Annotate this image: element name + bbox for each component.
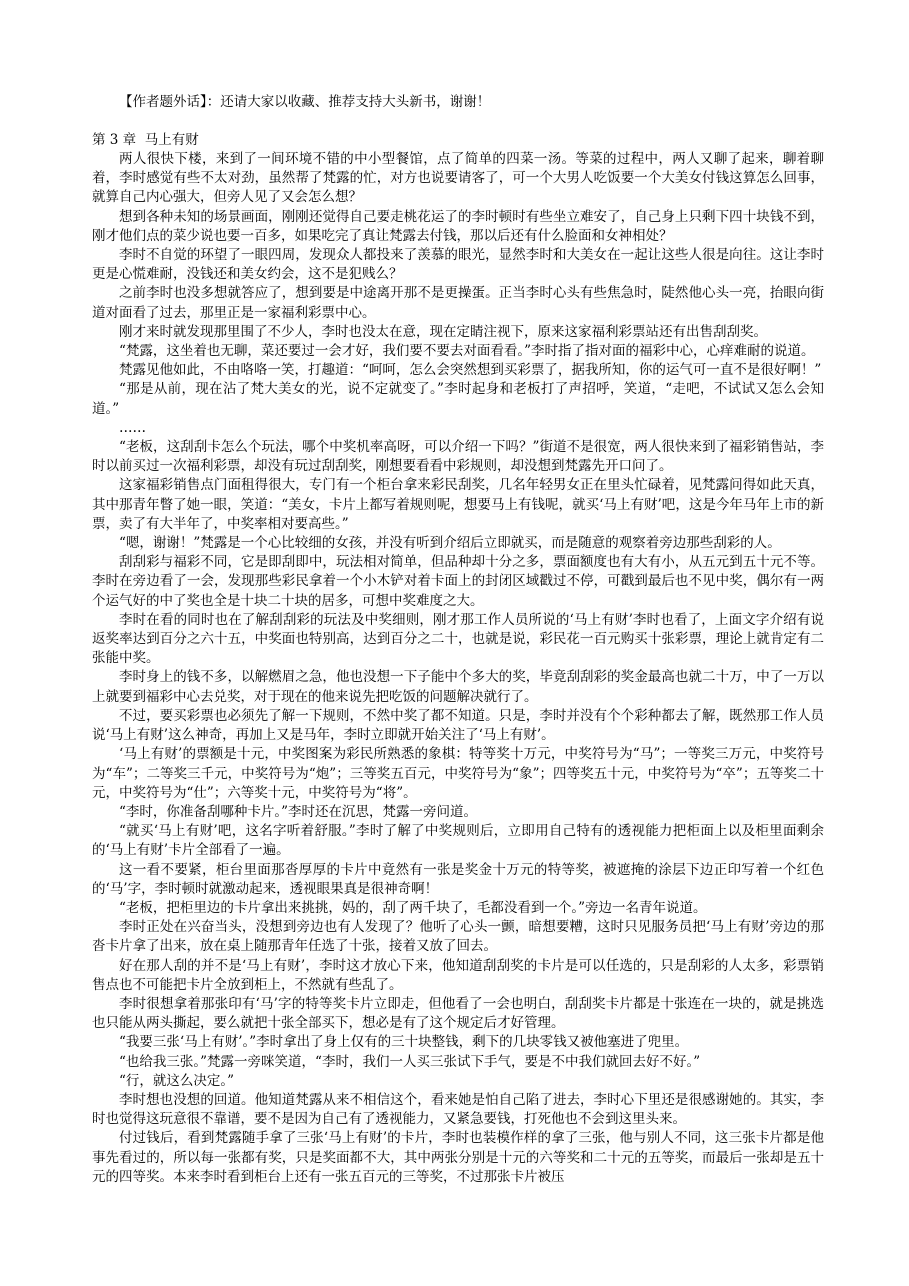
chapter-title: 第 3 章 马上有财 (92, 132, 199, 148)
paragraph: 李时在看的同时也在了解刮刮彩的玩法及中奖细则，刚才那工作人员所说的‘马上有财’李时也看了，上面文字介绍有说返奖率达到百分之六十五，中奖面也特别高，达到百分之二十，也就是说，彩民花一百元购买十张彩票，理论上就肯定有二张能中奖。 (92, 611, 824, 667)
paragraph: “李时，你准备刮哪种卡片。”李时还在沉思，梵露一旁问道。 (119, 803, 478, 820)
paragraph: “梵露，这坐着也无聊，菜还要过一会才好，我们要不要去对面看看。”李时指了指对面的福彩中心，心痒难耐的说道。 (119, 343, 815, 360)
paragraph: 两人很快下楼，来到了一间环境不错的中小型餐馆，点了简单的四菜一汤。等菜的过程中，两人又聊了起来，聊着聊着，李时感觉有些不太对劲，虽然帮了梵露的忙，对方也说要请客了，可一个大男人吃饭要一个大美女付钱这算怎么回事，就算自己内心强大，但旁人见了又会怎么想？ (92, 151, 824, 206)
paragraph: 付过钱后，看到梵露随手拿了三张‘马上有财’的卡片，李时也装模作样的拿了三张，他与别人不同，这三张卡片都是他事先看过的，所以每一张都有奖，只是奖面都不大，其中两张分别是十元的六等奖和二十元的五等奖，而最后一张却是五十元的四等奖。本来李时看到柜台上还有一张五百元的三等奖，不过那张卡片被压 (92, 1130, 824, 1185)
paragraph: “那是从前，现在沾了梵大美女的光，说不定就变了。”李时起身和老板打了声招呼，笑道，“走吧，不试试又怎么会知道。” (92, 381, 824, 417)
paragraph: 之前李时也没多想就答应了，想到要是中途离开那不是更操蛋。正当李时心头有些焦急时，陡然他心头一亮，抬眼向街道对面看了过去，那里正是一家福利彩票中心。 (92, 285, 824, 321)
paragraph: 梵露见他如此，不由咯咯一笑，打趣道：“呵呵，怎么会突然想到买彩票了，据我所知，你的运气可一直不是很好啊！” (119, 362, 822, 379)
paragraph: 李时正处在兴奋当头，没想到旁边也有人发现了？他听了心头一颤，暗想要糟，这时只见服务员把‘马上有财’旁边的那沓卡片拿了出来，放在桌上随那青年任选了十张，接着又放了回去。 (92, 919, 824, 955)
paragraph: “就买‘马上有财’吧，这名字听着舒服。”李时了解了中奖规则后，立即用自己特有的透视能力把柜面上以及柜里面剩余的‘马上有财’卡片全部看了一遍。 (92, 823, 824, 859)
paragraph: 这一看不要紧，柜台里面那沓厚厚的卡片中竟然有一张是奖金十万元的特等奖，被遮掩的涂层下边正印写着一个红色的‘马’字，李时顿时就激动起来，透视眼果真是很神奇啊！ (92, 861, 824, 897)
paragraph: 李时很想拿着那张印有‘马’字的特等奖卡片立即走，但他看了一会也明白，刮刮奖卡片都是十张连在一块的，就是挑选也只能从两头撕起，要么就把十张全部买下，想必是有了这个规定后才好管理。 (92, 995, 824, 1032)
paragraph: …… (119, 419, 146, 436)
chapter-body (92, 150, 824, 1187)
paragraph: “行，就这么决定。” (119, 1072, 235, 1089)
paragraph: 刮刮彩与福彩不同，它是即刮即中，玩法相对简单，但品种却十分之多，票面额度也有大有小，从五元到五十元不等。李时在旁边看了一会，发现那些彩民拿着一个小木铲对着卡面上的封闭区域戳过不停，可戳到最后也不见中奖，偶尔有一两个运气好的中了奖也全是十块二十块的居多，可想中奖难度之大。 (92, 554, 824, 609)
author-note: 【作者题外话】：还请大家以收藏、推荐支持大头新书，谢谢！ (119, 94, 491, 110)
paragraph: 想到各种未知的场景画面，刚刚还觉得自己要走桃花运了的李时顿时有些坐立难安了，自己身上只剩下四十块钱不到，刚才他们点的菜少说也要一百多，如果吃完了真让梵露去付钱，那以后还有什么脸面和女神相处？ (92, 208, 824, 244)
paragraph: 刚才来时就发现那里围了不少人，李时也没太在意，现在定睛注视下，原来这家福利彩票站还有出售刮刮奖。 (119, 323, 767, 340)
document-page (92, 92, 824, 1272)
paragraph: 李时想也没想的回道。他知道梵露从来不相信这个，看来她是怕自己陷了进去，李时心下里还是很感谢她的。其实，李时也觉得这玩意很不靠谱，要不是因为自己有了透视能力，又紧急要钱，打死他也不会到这里头来。 (92, 1091, 824, 1128)
paragraph: “嗯，谢谢！”梵露是一个心比较细的女孩，并没有听到介绍后立即就买，而是随意的观察着旁边那些刮彩的人。 (119, 535, 781, 552)
paragraph: 好在那人刮的并不是‘马上有财’，李时这才放心下来，他知道刮刮奖的卡片是可以任选的，只是刮彩的人太多，彩票销售点也不可能把卡片全放到柜上，不然就有些乱了。 (92, 957, 824, 993)
paragraph: 李时身上的钱不多，以解燃眉之急，他也没想一下子能中个多大的奖，毕竟刮刮彩的奖金最高也就二十万，中了一万以上就要到福彩中心去兑奖，对于现在的他来说先把吃饭的问题解决就行了。 (92, 669, 824, 705)
paragraph: “也给我三张。”梵露一旁咪笑道，“李时，我们一人买三张试下手气，要是不中我们就回去好不好。” (119, 1053, 701, 1070)
paragraph: 李时不自觉的环望了一眼四周，发现众人都投来了羡慕的眼光，显然李时和大美女在一起让这些人很是向往。这让李时更是心慌难耐，没钱还和美女约会，这不是犯贱么？ (92, 247, 824, 283)
paragraph: 这家福彩销售点门面租得很大，专门有一个柜台拿来彩民刮奖，几名年轻男女正在里头忙碌着，见梵露问得如此天真，其中那青年瞥了她一眼，笑道：“美女，卡片上都写着规则呢，想要马上有钱呢，就买‘马上有财’吧，这是今年马年上市的新票，卖了有大半年了，中奖率相对要高些。” (92, 477, 824, 532)
paragraph: “老板，这刮刮卡怎么个玩法，哪个中奖机率高呀，可以介绍一下吗？”街道不是很宽，两人很快来到了福彩销售站，李时以前买过一次福利彩票，却没有玩过刮刮奖，刚想要看看中彩规则，却没想到梵露先开口问了。 (92, 439, 824, 475)
paragraph: ‘马上有财’的票额是十元，中奖图案为彩民所熟悉的象棋：特等奖十万元，中奖符号为“马”；一等奖三万元，中奖符号为“车”；二等奖三千元，中奖符号为“炮”；三等奖五百元，中奖符号为“象”；四等奖五十元，中奖符号为“卒”；五等奖二十元，中奖符号为“仕”；六等奖十元，中奖符号为“将”。 (92, 746, 824, 801)
paragraph: “我要三张‘马上有财’。”李时拿出了身上仅有的三十块整钱，剩下的几块零钱又被他塞进了兜里。 (119, 1034, 689, 1051)
paragraph: “老板，把柜里边的卡片拿出来挑挑，妈的，刮了两千块了，毛都没看到一个。”旁边一名青年说道。 (119, 899, 707, 916)
paragraph: 不过，要买彩票也必须先了解一下规则，不然中奖了都不知道。只是，李时并没有个个彩种都去了解，既然那工作人员说‘马上有财’这么神奇，再加上又是马年，李时立即就开始关注了‘马上有财’。 (92, 707, 824, 744)
